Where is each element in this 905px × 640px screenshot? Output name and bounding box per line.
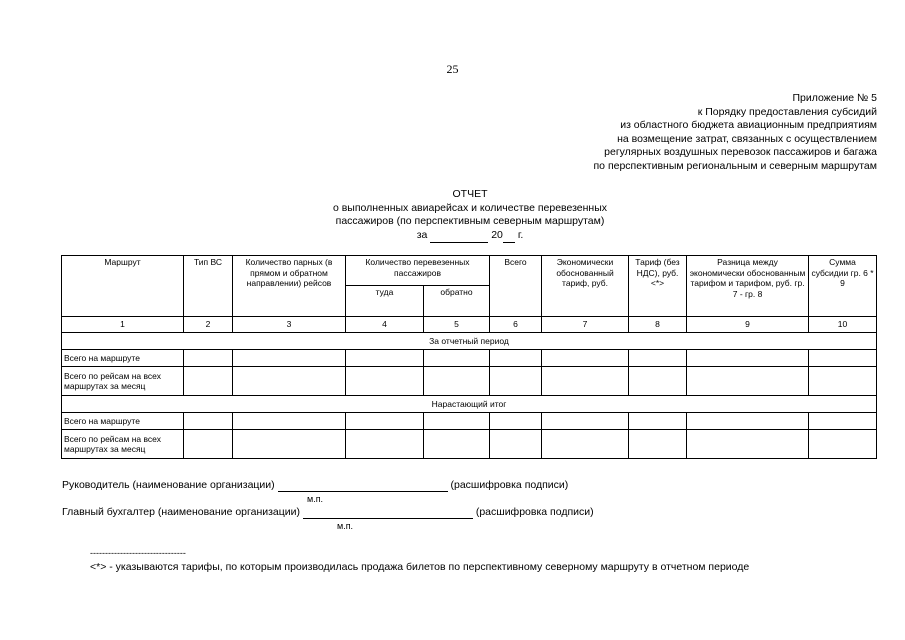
- table-cell: [233, 430, 346, 459]
- table-row: [62, 413, 877, 430]
- column-number: 6: [490, 317, 542, 333]
- accountant-signature-decode: (расшифровка подписи): [475, 506, 594, 518]
- table-cell: [184, 413, 233, 430]
- table-cell: [346, 413, 424, 430]
- column-number: 10: [809, 317, 877, 333]
- table-cell: [629, 350, 687, 367]
- row-label-all-flights: Всего по рейсам на всех маршрутах за месяц: [62, 367, 184, 396]
- table-cell: [629, 430, 687, 459]
- header-back: обратно: [424, 286, 490, 317]
- appendix-line: регулярных воздушных перевозок пассажиров и багажа: [604, 146, 877, 158]
- section-row: [62, 333, 877, 350]
- footnote-text: <*> - указываются тарифы, по которым производилась продажа билетов по перспективному северному маршруту в отчетном периоде: [90, 561, 750, 573]
- column-number-row: [62, 317, 877, 333]
- year-blank: [503, 229, 515, 244]
- table-cell: [424, 367, 490, 396]
- appendix-line: к Порядку предоставления субсидий: [697, 105, 877, 118]
- table-cell: [809, 367, 877, 396]
- table-cell: [809, 413, 877, 430]
- column-number: 7: [542, 317, 629, 333]
- table-cell: [424, 350, 490, 367]
- table-cell: [542, 413, 629, 430]
- appendix-line: на возмещение затрат, связанных с осуществлением: [617, 132, 877, 145]
- header-aircraft-type: Тип ВС: [184, 256, 233, 317]
- head-signature-decode: (расшифровка подписи): [450, 479, 569, 491]
- table-cell: [184, 430, 233, 459]
- table-cell: [542, 350, 629, 367]
- table-row: [62, 367, 877, 396]
- stamp-mark: м.п.: [307, 494, 324, 504]
- accountant-signature-line: [62, 506, 594, 519]
- report-subtitle-line: пассажиров (по перспективным северным маршрутам): [335, 215, 605, 227]
- report-title: [260, 188, 680, 243]
- column-number: 1: [62, 317, 184, 333]
- table-cell: [424, 430, 490, 459]
- period-prefix: за: [416, 228, 428, 241]
- table-cell: [490, 430, 542, 459]
- column-number: 3: [233, 317, 346, 333]
- column-number: 9: [687, 317, 809, 333]
- page-number: 25: [446, 62, 459, 76]
- table-cell: [346, 367, 424, 396]
- table-cell: [184, 367, 233, 396]
- head-signature-blank: [278, 479, 448, 492]
- table-cell: [542, 367, 629, 396]
- table-cell: [346, 350, 424, 367]
- table-cell: [629, 367, 687, 396]
- header-row: [62, 256, 877, 286]
- period-year: 20: [491, 228, 503, 241]
- section-cumulative: Нарастающий итог: [62, 396, 877, 413]
- column-number: 2: [184, 317, 233, 333]
- header-total: Всего: [490, 256, 542, 317]
- header-there: туда: [346, 286, 424, 317]
- table-cell: [490, 413, 542, 430]
- appendix-line: Приложение № 5: [792, 92, 877, 104]
- table-cell: [490, 367, 542, 396]
- accountant-signature-blank: [303, 506, 473, 519]
- table-cell: [687, 430, 809, 459]
- table-cell: [233, 413, 346, 430]
- table-cell: [687, 350, 809, 367]
- column-number: 4: [346, 317, 424, 333]
- appendix-line: по перспективным региональным и северным маршрутам: [593, 159, 877, 172]
- table-row: [62, 430, 877, 459]
- header-subsidy-sum: Сумма субсидии гр. 6 * 9: [809, 256, 877, 317]
- table-cell: [233, 367, 346, 396]
- header-passengers: Количество перевезенных пассажиров: [346, 256, 490, 286]
- table-cell: [809, 350, 877, 367]
- row-label-all-flights: Всего по рейсам на всех маршрутах за месяц: [62, 430, 184, 459]
- table-cell: [233, 350, 346, 367]
- head-signature-label: Руководитель (наименование организации): [62, 479, 275, 491]
- header-tariff-no-vat: Тариф (без НДС), руб. <*>: [629, 256, 687, 317]
- period-suffix: г.: [517, 228, 524, 241]
- table-cell: [687, 367, 809, 396]
- report-table: [61, 255, 877, 459]
- table-cell: [629, 413, 687, 430]
- head-signature-line: [62, 479, 568, 492]
- header-economic-tariff: Экономически обоснованный тариф, руб.: [542, 256, 629, 317]
- header-paired-flights: Количество парных (в прямом и обратном направлении) рейсов: [233, 256, 346, 317]
- footnote-separator: --------------------------------: [90, 548, 186, 558]
- accountant-signature-label: Главный бухгалтер (наименование организации): [62, 506, 300, 518]
- table-cell: [687, 413, 809, 430]
- column-number: 8: [629, 317, 687, 333]
- table-cell: [346, 430, 424, 459]
- table-cell: [542, 430, 629, 459]
- header-difference: Разница между экономически обоснованным тарифом и тарифом, руб. гр. 7 - гр. 8: [687, 256, 809, 317]
- appendix-block: [594, 92, 878, 173]
- report-period: [260, 229, 680, 244]
- table-cell: [809, 430, 877, 459]
- stamp-mark: м.п.: [337, 521, 354, 531]
- period-blank: [430, 229, 488, 244]
- section-reporting-period: За отчетный период: [62, 333, 877, 350]
- row-label-route-total: Всего на маршруте: [62, 350, 184, 367]
- appendix-line: из областного бюджета авиационным предприятиям: [620, 119, 877, 131]
- table-cell: [184, 350, 233, 367]
- header-route: Маршрут: [62, 256, 184, 317]
- row-label-route-total: Всего на маршруте: [62, 413, 184, 430]
- report-heading: ОТЧЕТ: [452, 188, 488, 200]
- section-row: [62, 396, 877, 413]
- column-number: 5: [424, 317, 490, 333]
- table-row: [62, 350, 877, 367]
- report-subtitle-line: о выполненных авиарейсах и количестве перевезенных: [332, 201, 608, 214]
- table-cell: [424, 413, 490, 430]
- table-cell: [490, 350, 542, 367]
